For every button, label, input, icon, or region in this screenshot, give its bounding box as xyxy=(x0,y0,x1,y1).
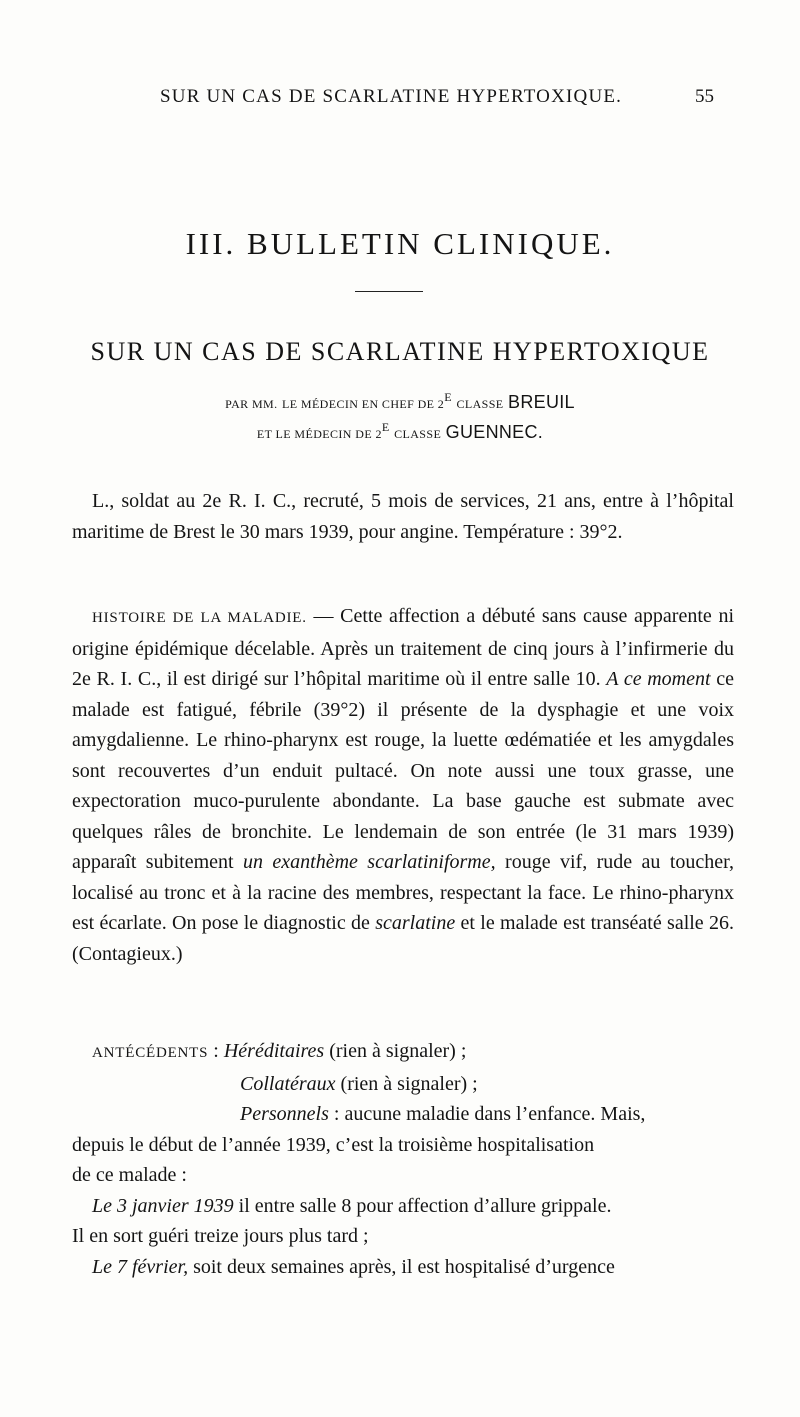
antecedents-line-3 xyxy=(72,1099,734,1130)
antecedents-line-4: depuis le début de l’année 1939, c’est la troisième hospitalisation xyxy=(72,1133,595,1156)
history-text-a: — Cette affection a débuté sans cause apparente ni origine épidémique décelable. Après un traitement de cinq jours à l’infirmerie du 2e R. I. C., il est dirigé sur l’hôpital maritime où il entre salle 10. xyxy=(72,605,734,690)
history-italic-1: A ce moment xyxy=(606,668,711,690)
antecedents-line-7: Il en sort guéri treize jours plus tard ; xyxy=(72,1225,369,1247)
history-label: HISTOIRE DE LA MALADIE. xyxy=(92,610,307,626)
antecedents-label: ANTÉCÉDENTS xyxy=(92,1045,209,1061)
feb-date: Le 7 février, xyxy=(92,1255,189,1278)
byline-par: PAR MM. xyxy=(225,397,278,411)
byline-sup-1: E xyxy=(444,390,452,404)
antecedents-line-1 xyxy=(72,1036,734,1069)
jan-date: Le 3 janvier 1939 xyxy=(92,1194,234,1217)
hereditaires-label: Héréditaires xyxy=(223,1040,325,1062)
byline-le-medecin-chef: LE MÉDECIN EN CHEF DE 2 xyxy=(282,397,445,411)
antecedents-block xyxy=(72,1036,734,1282)
byline-classe-2: CLASSE xyxy=(394,427,442,441)
byline-classe: CLASSE xyxy=(456,397,504,411)
paragraph-intro: L., soldat au 2e R. I. C., recruté, 5 mois de services, 21 ans, entre à l’hôpital maritime de Brest le 30 mars 1939, pour angine. Température : 39°2. xyxy=(72,490,734,543)
article-title: SUR UN CAS DE SCARLATINE HYPERTOXIQUE xyxy=(90,337,710,366)
history-text-d: et le malade est transéaté salle 26. (Contagieux.) xyxy=(72,912,735,965)
collateraux-text: (rien à signaler) ; xyxy=(335,1072,478,1095)
antecedents-line-6 xyxy=(72,1191,734,1222)
page-number: 55 xyxy=(695,86,714,107)
author-2: GUENNEC. xyxy=(445,422,544,442)
antecedents-line-2 xyxy=(72,1069,734,1100)
collateraux-label: Collatéraux xyxy=(240,1072,336,1095)
section-title: III. BULLETIN CLINIQUE. xyxy=(185,226,615,261)
personnels-text: : aucune maladie dans l’enfance. Mais, xyxy=(328,1103,646,1125)
jan-text: il entre salle 8 pour affection d’allure grippale. xyxy=(233,1194,612,1217)
history-italic-2: un exanthème scarlatiniforme, xyxy=(242,851,496,873)
personnels-label: Personnels xyxy=(240,1103,329,1125)
byline-line-1 xyxy=(0,390,800,413)
history-text-b: ce malade est fatigué, fébrile (39°2) il présente de la dysphagie et une voix amygdalienne. Le rhino-pharynx est rouge, la luette œdématiée et les amygdales sont recouvertes d’un enduit pultacé. On note aussi une toux grasse, une expectoration muco-purulente abondante. La base gauche est submate avec quelques râles de bronchite. Le lendemain de son entrée (le 31 mars 1939) apparaît subitement xyxy=(72,668,734,873)
title-rule xyxy=(355,291,423,292)
author-1: BREUIL xyxy=(508,392,575,412)
feb-text: soit deux semaines après, il est hospitalisé d’urgence xyxy=(188,1255,615,1278)
running-title: SUR UN CAS DE SCARLATINE HYPERTOXIQUE. xyxy=(160,86,623,107)
antecedents-colon: : xyxy=(208,1040,224,1062)
byline-line-2 xyxy=(0,420,800,443)
hereditaires-text: (rien à signaler) ; xyxy=(324,1040,467,1062)
antecedents-line-8 xyxy=(72,1252,734,1283)
byline-et: ET LE MÉDECIN DE 2 xyxy=(256,427,382,441)
history-italic-3: scarlatine xyxy=(375,912,456,934)
history-text-c: rouge vif, rude au toucher, localisé au tronc et à la racine des membres, respectant la face. Le rhino-pharynx est écarlate. On pose le diagnostic de xyxy=(72,851,735,934)
byline-sup-2: E xyxy=(381,420,390,434)
paragraph-history xyxy=(72,601,734,969)
antecedents-line-5: de ce malade : xyxy=(72,1164,187,1186)
